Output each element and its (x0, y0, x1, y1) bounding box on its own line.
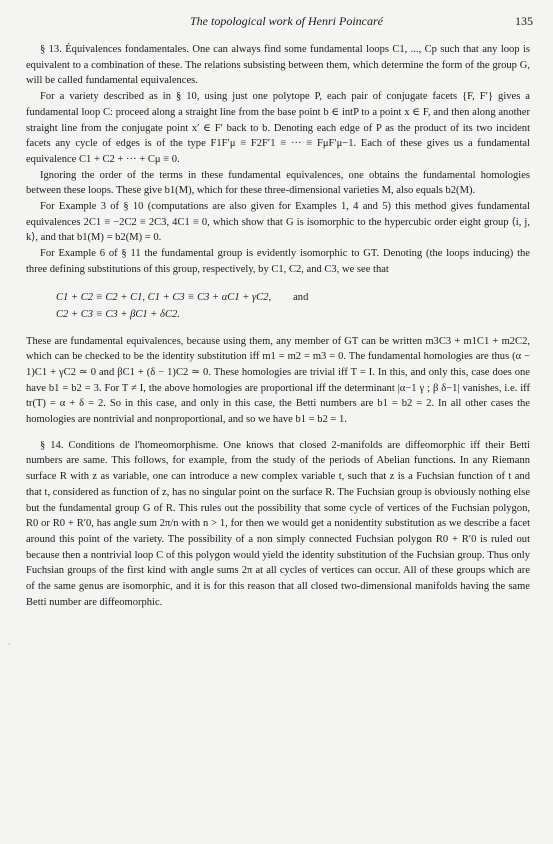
section-13-polytope-paragraph: For a variety described as in § 10, using just one polytope P, each pair of conjugate facets {F, F′} gives a fundamental loop C: proceed along a straight line from the base point b ∈ intP to a point x ∈ F, and then along another straight line from the conjugate point x′ ∈ F′ back to b. Denoting each edge of P as the product of its two incident facets any cycle of edges is of the type F1F′μ ≡ F2F′1 ≡ ··· ≡ FμF′μ−1. Each of these gives us a fundamental equivalence C1 + C2 + ··· + Cμ ≡ 0. (26, 91, 530, 165)
section-13-example6-paragraph: For Example 6 of § 11 the fundamental group is evidently isomorphic to GT. Denoting (the loops inducing) the three defining substitutions of this group, respectively, by C1, C2, and C3, we see that (26, 248, 530, 275)
section-gap (26, 428, 530, 438)
equation-block (26, 289, 530, 323)
margin-mark: · (8, 640, 11, 649)
section-13-homologies-paragraph: Ignoring the order of the terms in these fundamental equivalences, one obtains the fundamental homologies between these loops. These give b1(M), which for these three-dimensional varieties M, also equals b2(M). (26, 169, 530, 197)
section-14-paragraph: § 14. Conditions de l'homeomorphisme. One knows that closed 2-manifolds are diffeomorphic iff their Betti numbers are same. This follows, for example, from the study of the periods of Abelian functions. In any Riemann surface R with z as variable, one can introduce a new complex variable t, such that z is a Fuchsian function of t and that t, considered as function of z, has no singular point on the surface R. The Fuchsian group is obviously nothing else but the fundamental group G of R. This rules out the possibility that some cycle of vertices of the Fuchsian polygon, R0 or R0 + R′0, has angle sum 2π/n with n > 1, for then we would get a nonidentity substitution as we describe a facet around this point of the variety. The possibility of a non simply connected Fuchsian polygon R0 + R′0 is ruled out because then a nontrivial loop C of this polygon would yield the identity substitution of the Fuchsian group. Thus only Fuchsian groups of the first kind with angle sums 2π at all cycles of vertices can occur. All of these groups which are of the same genus are isomorphic, and it is for this reason that all closed two-dimensional manifolds having the same Betti number are diffeomorphic. (26, 439, 530, 608)
equation-1: C1 + C2 ≡ C2 + C1, C1 + C3 ≡ C3 + αC1 + γC2, (56, 291, 272, 303)
equation-and: and (293, 291, 309, 303)
equation-line-2: C2 + C3 ≡ C3 + βC1 + δC2. (56, 308, 180, 320)
section-13-equivalences-paragraph: These are fundamental equivalences, because using them, any member of GT can be written m3C3 + m1C1 + m2C2, which can be checked to be the identity substitution iff m1 = m2 = m3 = 0. The fundamental homologies are thus (α − 1)C1 + γC2 ≃ 0 and βC1 + (δ − 1)C2 ≃ 0. These homologies are trivial iff T = I. In this, and only this, case does one have b1 = b2 = 3. For T ≠ I, the above homologies are proportional iff the determinant |α−1 γ ; β δ−1| vanishes, i.e. iff tr(T) = α + δ = 2. So in this case, and only in this case, the Betti numbers are b1 = b2 = 2. In all other cases the homologies are nontrivial and nonproportional, and so we have b1 = b2 = 1. (26, 335, 530, 426)
running-title: The topological work of Henri Poincaré (190, 14, 383, 28)
section-13-example3-paragraph: For Example 3 of § 10 (computations are also given for Examples 1, 4 and 5) this method gives fundamental equivalences 2C1 ≡ −2C2 ≡ 2C3, 4C1 ≡ 0, which show that G is isomorphic to the hypercubic order eight group ⟨i, j, k⟩, and that b1(M) = b2(M) = 0. (26, 201, 530, 244)
equation-line-1 (56, 289, 530, 306)
page-header (72, 14, 533, 32)
page-number: 135 (515, 14, 533, 28)
body-text (26, 42, 530, 611)
section-13-intro-paragraph: § 13. Équivalences fondamentales. One can always find some fundamental loops C1, ..., Cp such that any loop is equivalent to a combination of these. The relations subsisting between them, which determine the form of the group G, will be called fundamental equivalences. (26, 44, 530, 87)
